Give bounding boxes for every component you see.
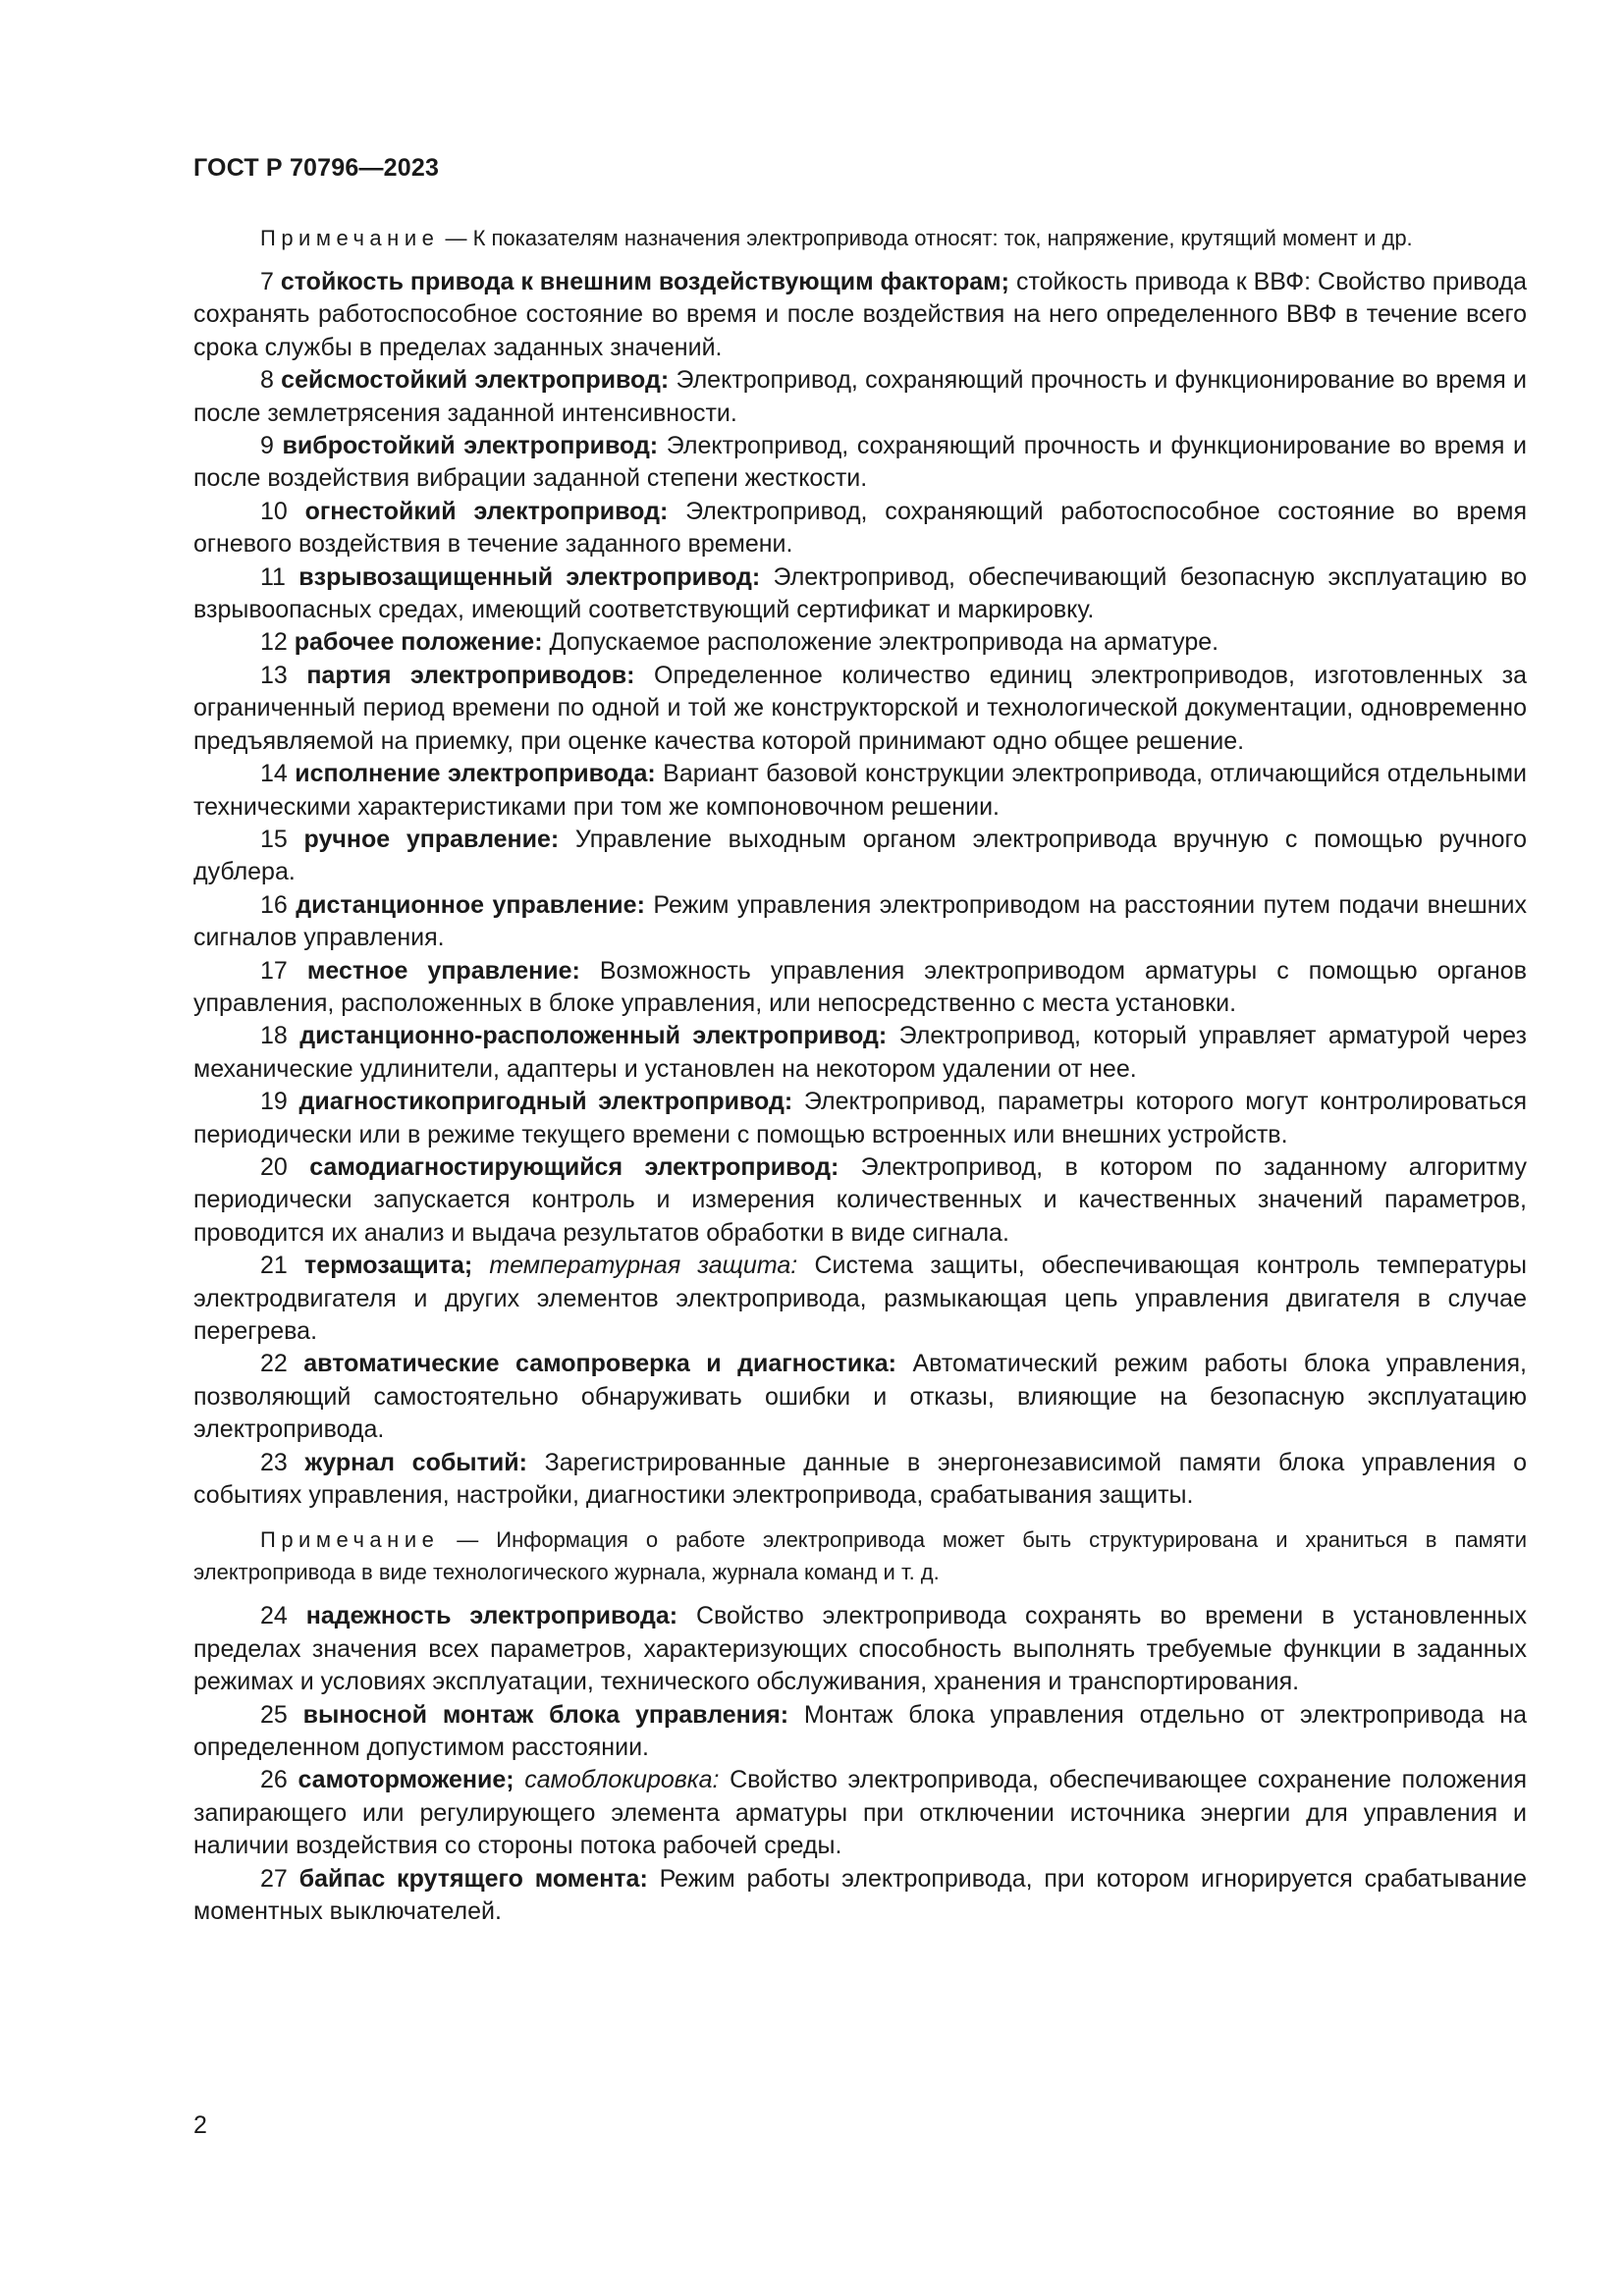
term-definition: Определенное количество единиц электроприводов, изготовленных за ограниченный период времени по одной и той же конструкторской и технологической документации, одновременно предъявляемой на приемку, при оценке качества которой принимают одно общее решение. xyxy=(193,661,1527,755)
page-body xyxy=(193,222,1527,1929)
note-1 xyxy=(193,222,1527,254)
term-name: местное управление: xyxy=(306,956,580,985)
term-number: 12 xyxy=(260,628,288,657)
term-entry-7 xyxy=(193,266,1527,364)
term-definition: Режим управления электроприводом на расстоянии путем подачи внешних сигналов управления. xyxy=(193,890,1527,952)
term-number: 22 xyxy=(260,1350,288,1378)
term-number: 8 xyxy=(260,366,274,395)
term-number: 25 xyxy=(260,1700,288,1729)
term-entry-15 xyxy=(193,824,1527,889)
term-entry-17 xyxy=(193,955,1527,1021)
term-name: термозащита; xyxy=(304,1252,473,1280)
terms-list-24-27 xyxy=(193,1600,1527,1928)
term-synonym: самоблокировка: xyxy=(514,1766,720,1794)
term-number: 13 xyxy=(260,661,288,689)
term-number: 23 xyxy=(260,1448,288,1476)
term-definition: Управление выходным органом электропривода вручную с помощью ручного дублера. xyxy=(193,825,1527,886)
term-number: 24 xyxy=(260,1602,288,1630)
term-name: дистанционно-расположенный электропривод: xyxy=(299,1022,888,1050)
note-text: — К показателям назначения электропривода относят: ток, напряжение, крутящий момент и др. xyxy=(439,226,1413,250)
term-definition: Электропривод, параметры которого могут контролироваться периодически или в режиме текущего времени с помощью встроенных или внешних устройств. xyxy=(193,1088,1527,1148)
term-entry-13 xyxy=(193,660,1527,758)
term-name: стойкость привода к внешним воздействующим факторам; xyxy=(280,268,1009,295)
term-number: 9 xyxy=(260,432,274,460)
terms-list-7-23 xyxy=(193,266,1527,1512)
term-name: исполнение электропривода: xyxy=(295,760,656,788)
term-name: вибростойкий электропривод: xyxy=(282,432,659,460)
note-label: Примечание xyxy=(260,1527,440,1553)
term-definition: Свойство электропривода, обеспечивающее сохранение положения запирающего или регулирующего элемента арматуры при отключении источника энергии для управления и наличии воздействия со стороны потока рабочей среды. xyxy=(193,1766,1527,1860)
term-definition: Электропривод, который управляет арматурой через механические удлинители, адаптеры и установлен на некотором удалении от нее. xyxy=(193,1022,1527,1083)
term-entry-23 xyxy=(193,1447,1527,1513)
term-definition: Режим работы электропривода, при котором игнорируется срабатывание моментных выключателей. xyxy=(193,1864,1527,1926)
term-entry-25 xyxy=(193,1699,1527,1765)
term-name: диагностикопригодный электропривод: xyxy=(298,1088,793,1116)
page-number: 2 xyxy=(193,2111,207,2139)
term-name: надежность электропривода: xyxy=(305,1602,678,1630)
term-name: взрывозащищенный электропривод: xyxy=(298,562,761,591)
term-number: 18 xyxy=(260,1022,288,1050)
term-name: автоматические самопроверка и диагностика: xyxy=(303,1350,896,1378)
term-definition: Свойство электропривода сохранять во времени в установленных пределах значения всех параметров, характеризующих способность выполнять требуемые функции в заданных режимах и условиях эксплуатации, технического обслуживания, хранения и транспортирования. xyxy=(193,1602,1528,1696)
term-number: 10 xyxy=(260,497,288,525)
term-name: самодиагностирующийся электропривод: xyxy=(309,1152,839,1181)
term-entry-9 xyxy=(193,430,1527,496)
term-entry-14 xyxy=(193,758,1527,824)
term-number: 19 xyxy=(260,1088,288,1116)
term-name: выносной монтаж блока управления: xyxy=(302,1700,789,1729)
term-definition: Электропривод, обеспечивающий безопасную эксплуатацию во взрывоопасных средах, имеющий соответствующий сертификат и маркировку. xyxy=(193,562,1527,624)
term-entry-24 xyxy=(193,1600,1527,1698)
term-synonym: температурная защита: xyxy=(472,1252,798,1280)
term-name: журнал событий: xyxy=(304,1448,527,1476)
term-number: 16 xyxy=(260,890,288,919)
term-definition: Свойство привода сохранять работоспособное состояние во время и после воздействия на него определенного ВВФ в течение всего срока службы в пределах заданных значений. xyxy=(193,268,1528,361)
term-entry-10 xyxy=(193,496,1527,561)
note-label: Примечание xyxy=(260,226,440,250)
term-name: огнестойкий электропривод: xyxy=(304,497,669,525)
term-name: сейсмостойкий электропривод: xyxy=(281,366,670,395)
term-name: ручное управление: xyxy=(303,825,560,853)
term-definition: Монтаж блока управления отдельно от электропривода на определенном допустимом расстоянии. xyxy=(193,1700,1527,1762)
term-entry-18 xyxy=(193,1020,1527,1086)
term-number: 17 xyxy=(260,956,288,985)
term-definition: Допускаемое расположение электропривода на арматуре. xyxy=(542,628,1219,657)
term-name: дистанционное управление: xyxy=(296,890,645,919)
term-name: самоторможение; xyxy=(298,1766,514,1794)
term-entry-16 xyxy=(193,889,1527,955)
term-entry-11 xyxy=(193,561,1527,627)
term-number: 27 xyxy=(260,1864,288,1893)
note-text: — Информация о работе электропривода может быть структурирована и храниться в памяти электропривода в виде технологического журнала, журнала команд и т. д. xyxy=(193,1527,1527,1585)
term-definition: Электропривод, сохраняющий прочность и функционирование во время и после землетрясения заданной интенсивности. xyxy=(193,366,1527,427)
term-definition: Система защиты, обеспечивающая контроль температуры электродвигателя и других элементов электропривода, размыкающая цепь управления двигателя в случае перегрева. xyxy=(193,1252,1527,1345)
term-entry-26 xyxy=(193,1764,1527,1862)
term-entry-20 xyxy=(193,1151,1527,1250)
term-number: 14 xyxy=(260,760,288,788)
term-number: 11 xyxy=(260,562,286,591)
term-number: 7 xyxy=(260,268,274,295)
term-number: 21 xyxy=(260,1252,288,1280)
term-entry-12 xyxy=(193,626,1527,659)
term-definition: Возможность управления электроприводом арматуры с помощью органов управления, расположенных в блоке управления, или непосредственно с места установки. xyxy=(193,956,1527,1017)
term-entry-21 xyxy=(193,1250,1527,1348)
term-definition: Зарегистрированные данные в энергонезависимой памяти блока управления о событиях управления, настройки, диагностики электропривода, срабатывания защиты. xyxy=(193,1448,1527,1510)
term-number: 15 xyxy=(260,825,288,853)
term-number: 20 xyxy=(260,1152,288,1181)
document-code: ГОСТ Р 70796—2023 xyxy=(193,154,440,182)
term-name: байпас крутящего момента: xyxy=(298,1864,648,1893)
term-name: рабочее положение: xyxy=(294,628,543,657)
term-number: 26 xyxy=(260,1766,288,1794)
term-definition: Вариант базовой конструкции электропривода, отличающийся отдельными техническими характеристиками при том же компоновочном решении. xyxy=(193,760,1527,821)
term-entry-19 xyxy=(193,1086,1527,1151)
term-entry-22 xyxy=(193,1348,1527,1446)
term-name: партия электроприводов: xyxy=(306,661,635,689)
term-definition: Электропривод, сохраняющий прочность и функционирование во время и после воздействия вибрации заданной степени жесткости. xyxy=(193,432,1527,493)
term-definition: Электропривод, в котором по заданному алгоритму периодически запускается контроль и измерения количественных и качественных значений параметров, проводится их анализ и выдача результатов обработки в виде сигнала. xyxy=(193,1152,1527,1247)
term-short-form: стойкость привода к ВВФ: xyxy=(1009,268,1312,295)
term-entry-27 xyxy=(193,1863,1527,1929)
term-definition: Автоматический режим работы блока управления, позволяющий самостоятельно обнаруживать ошибки и отказы, влияющие на безопасную эксплуатацию электропривода. xyxy=(193,1350,1528,1444)
term-entry-8 xyxy=(193,364,1527,430)
term-definition: Электропривод, сохраняющий работоспособное состояние во время огневого воздействия в течение заданного времени. xyxy=(193,497,1527,559)
note-2 xyxy=(193,1523,1527,1588)
